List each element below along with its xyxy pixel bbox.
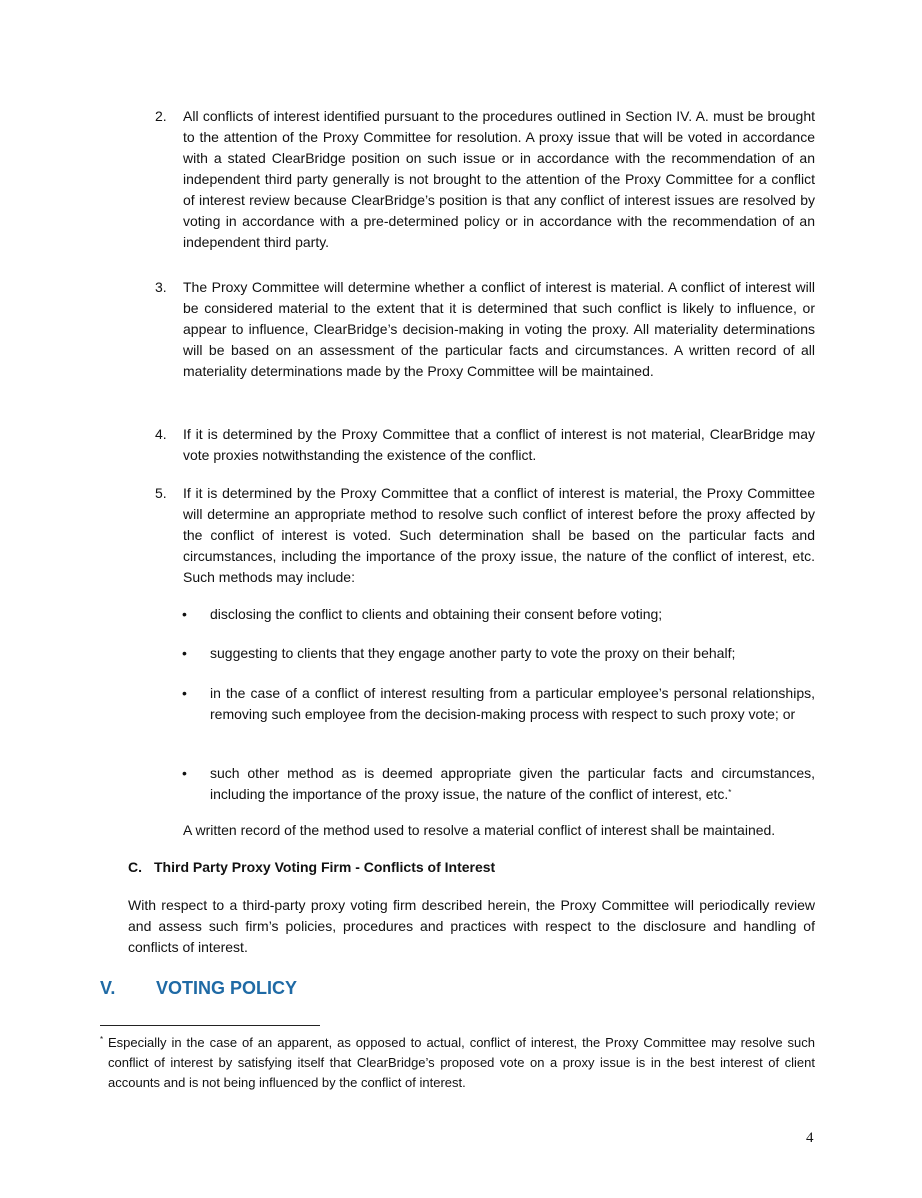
bullet-text: in the case of a conflict of interest resulting from a particular employee’s personal relationships, removing such employee from the decision-making process with respect to such proxy vote; or xyxy=(210,685,815,722)
bullet-text-body: such other method as is deemed appropriate given the particular facts and circumstances, including the importance of the proxy issue, the nature of the conflict of interest, etc. xyxy=(210,765,815,802)
item-number: 2. xyxy=(155,108,167,124)
subsection-heading xyxy=(128,857,495,878)
bullet-dot: • xyxy=(182,765,187,781)
section-heading xyxy=(100,976,297,1000)
subsection-title: Third Party Proxy Voting Firm - Conflicts of Interest xyxy=(154,859,496,875)
footnote-text: Especially in the case of an apparent, as opposed to actual, conflict of interest, the Proxy Committee may resolve such conflict of interest by satisfying itself that ClearBridge’s proposed vote on a proxy issue is in the best interest of client accounts and is not being influenced by the conflict of interest. xyxy=(108,1035,815,1090)
list-item-3 xyxy=(155,277,815,382)
footnote-reference[interactable]: * xyxy=(728,788,732,797)
list-item-2 xyxy=(155,106,815,253)
page-number: 4 xyxy=(806,1130,814,1146)
section-number: V. xyxy=(100,978,116,998)
bullet-item xyxy=(182,683,815,725)
footnote-divider xyxy=(100,1025,320,1026)
item-text: If it is determined by the Proxy Committee that a conflict of interest is material, the Proxy Committee will determine an appropriate method to resolve such conflict of interest before the proxy affected by the conflict of interest is voted. Such determination shall be based on the particular facts and circumstances, including the importance of the proxy issue, the nature of the conflict of interest, etc. Such methods may include: xyxy=(183,485,815,585)
bullet-item xyxy=(182,643,815,664)
subsection-paragraph: With respect to a third-party proxy voting firm described herein, the Proxy Committee will periodically review and assess such firm’s policies, procedures and practices with respect to the disclosure and handling of conflicts of interest. xyxy=(128,897,815,955)
item-number: 5. xyxy=(155,485,167,501)
item-number: 3. xyxy=(155,279,167,295)
bullet-dot: • xyxy=(182,645,187,661)
footnote xyxy=(100,1033,815,1093)
footnote-mark: * xyxy=(100,1035,104,1044)
item-number: 4. xyxy=(155,426,167,442)
bullet-dot: • xyxy=(182,606,187,622)
bullet-item xyxy=(182,604,815,625)
bullet-text: suggesting to clients that they engage another party to vote the proxy on their behalf; xyxy=(210,645,736,661)
bullet-item xyxy=(182,763,815,805)
bullet-dot: • xyxy=(182,685,187,701)
item-text: If it is determined by the Proxy Committee that a conflict of interest is not material, ClearBridge may vote proxies notwithstanding the existence of the conflict. xyxy=(183,426,815,463)
bullet-text: disclosing the conflict to clients and obtaining their consent before voting; xyxy=(210,606,663,622)
written-record-note: A written record of the method used to resolve a material conflict of interest shall be maintained. xyxy=(183,822,776,838)
list-item-4 xyxy=(155,424,815,466)
section-title: VOTING POLICY xyxy=(156,978,298,998)
bullet-text xyxy=(210,763,815,805)
item-text: All conflicts of interest identified pursuant to the procedures outlined in Section IV. A. must be brought to the attention of the Proxy Committee for resolution. A proxy issue that will be voted in accordance with a stated ClearBridge position on such issue or in accordance with the recommendation of an independent third party generally is not brought to the attention of the Proxy Committee for a conflict of interest review because ClearBridge’s position is that any conflict of interest issues are resolved by voting in accordance with a pre-determined policy or in accordance with the recommendation of an independent third party. xyxy=(183,108,815,250)
subsection-letter: C. xyxy=(128,859,142,875)
list-item-5 xyxy=(155,483,815,588)
item-text: The Proxy Committee will determine whether a conflict of interest is material. A conflict of interest will be considered material to the extent that it is determined that such conflict is likely to influence, or appear to influence, ClearBridge’s decision-making in voting the proxy. All materiality determinations will be based on an assessment of the particular facts and circumstances. A written record of all materiality determinations made by the Proxy Committee will be maintained. xyxy=(183,279,815,379)
